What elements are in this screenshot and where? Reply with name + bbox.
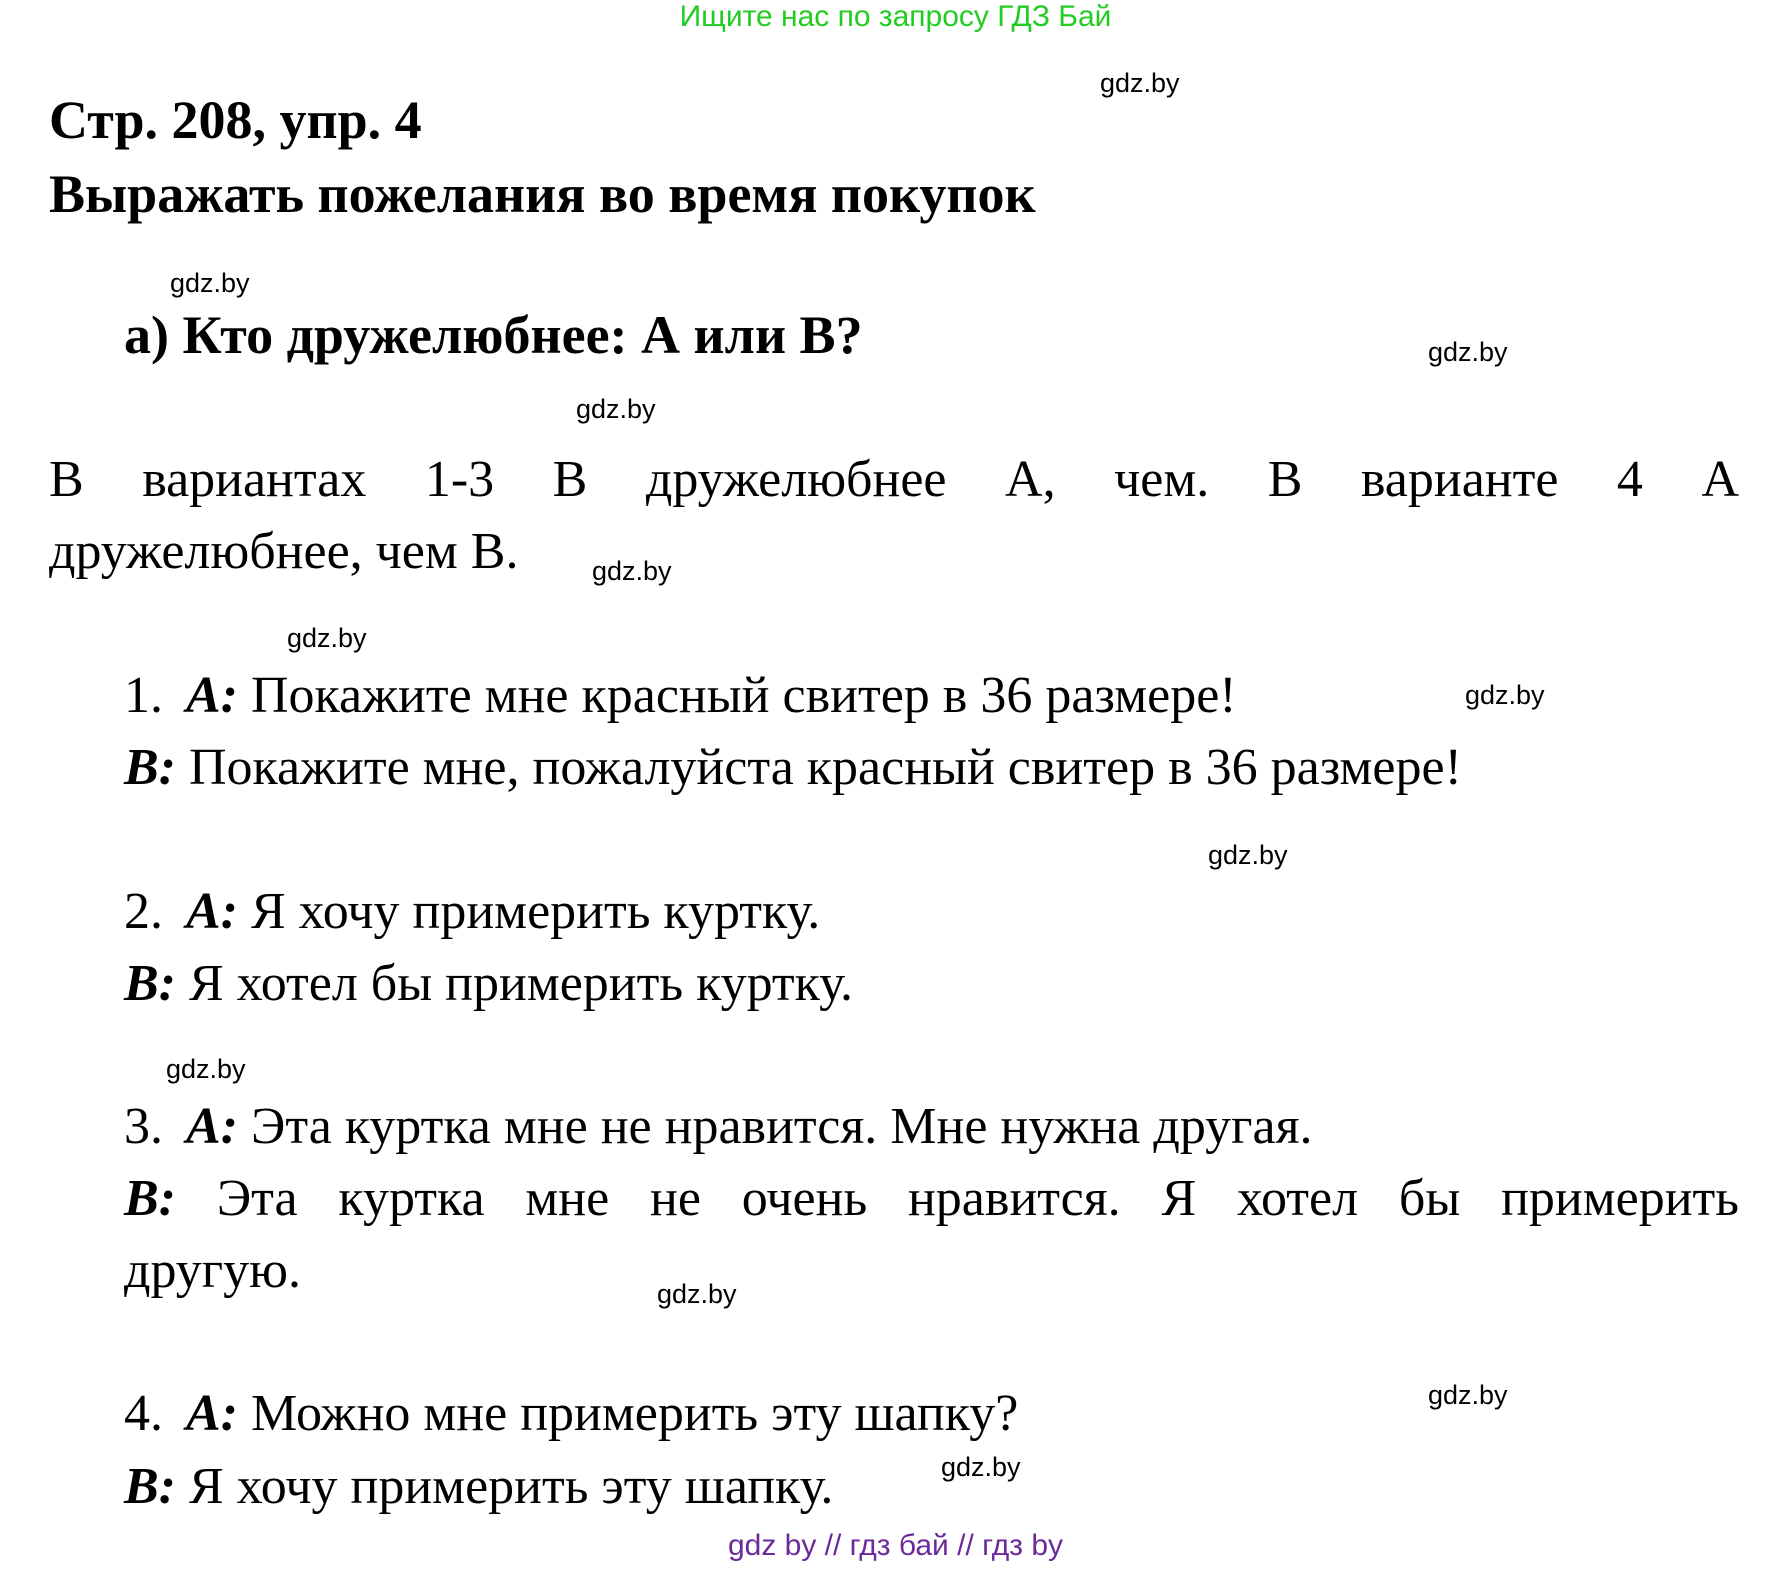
line-text: Покажите мне красный свитер в 36 размере! [238,667,1237,724]
search-banner: Ищите нас по запросу ГДЗ Бай [679,0,1112,33]
item-1-b [124,738,1462,798]
speaker-a-label: A: [186,883,238,940]
item-4-b [124,1457,833,1517]
task-a-heading: а) Кто дружелюбнее: А или В? [124,305,863,365]
line-text: Эта куртка мне не нравится. Мне нужна другая. [238,1098,1313,1155]
speaker-b-label: B: [124,739,176,796]
watermark: gdz.by [592,556,672,586]
item-3-a [124,1097,1312,1157]
page-title: Стр. 208, упр. 4 [49,90,422,150]
item-3-b [124,1169,1739,1229]
item-3-b-cont: другую. [124,1242,301,1299]
speaker-a-label: A: [186,1385,238,1442]
speaker-a-label: A: [186,667,238,724]
item-4-a [124,1384,1018,1444]
footer-links: gdz by // гдз бай // гдз by [727,1529,1064,1562]
watermark: gdz.by [1428,1380,1508,1410]
watermark: gdz.by [166,1054,246,1084]
line-text: Покажите мне, пожалуйста красный свитер в 36 размере! [176,739,1462,796]
watermark: gdz.by [1428,337,1508,367]
line-text: Я хочу примерить куртку. [238,883,821,940]
line-text: Можно мне примерить эту шапку? [238,1385,1019,1442]
item-number: 1. [124,667,163,724]
watermark: gdz.by [1465,680,1545,710]
watermark: gdz.by [287,623,367,653]
answer-line-2: дружелюбнее, чем В. [49,523,519,580]
speaker-b-label: B: [124,1458,176,1515]
item-number: 2. [124,883,163,940]
line-text: Я хотел бы примерить куртку. [176,955,853,1012]
item-2-b [124,954,853,1014]
answer-line-1: В вариантах 1-3 В дружелюбнее А, чем. В варианте 4 А [49,451,1739,508]
watermark: gdz.by [576,394,656,424]
line-text: Эта куртка мне не очень нравится. Я хотел бы примерить [176,1170,1739,1227]
speaker-b-label: B: [124,1170,176,1227]
watermark: gdz.by [1208,840,1288,870]
watermark: gdz.by [657,1279,737,1309]
line-text: Я хочу примерить эту шапку. [176,1458,834,1515]
exercise-subtitle: Выражать пожелания во время покупок [49,164,1036,224]
watermark: gdz.by [170,268,250,298]
speaker-b-label: B: [124,955,176,1012]
watermark: gdz.by [941,1452,1021,1482]
speaker-a-label: A: [186,1098,238,1155]
item-number: 3. [124,1098,163,1155]
item-2-a [124,882,820,942]
item-1-a [124,666,1237,726]
item-number: 4. [124,1385,163,1442]
watermark: gdz.by [1100,68,1180,98]
